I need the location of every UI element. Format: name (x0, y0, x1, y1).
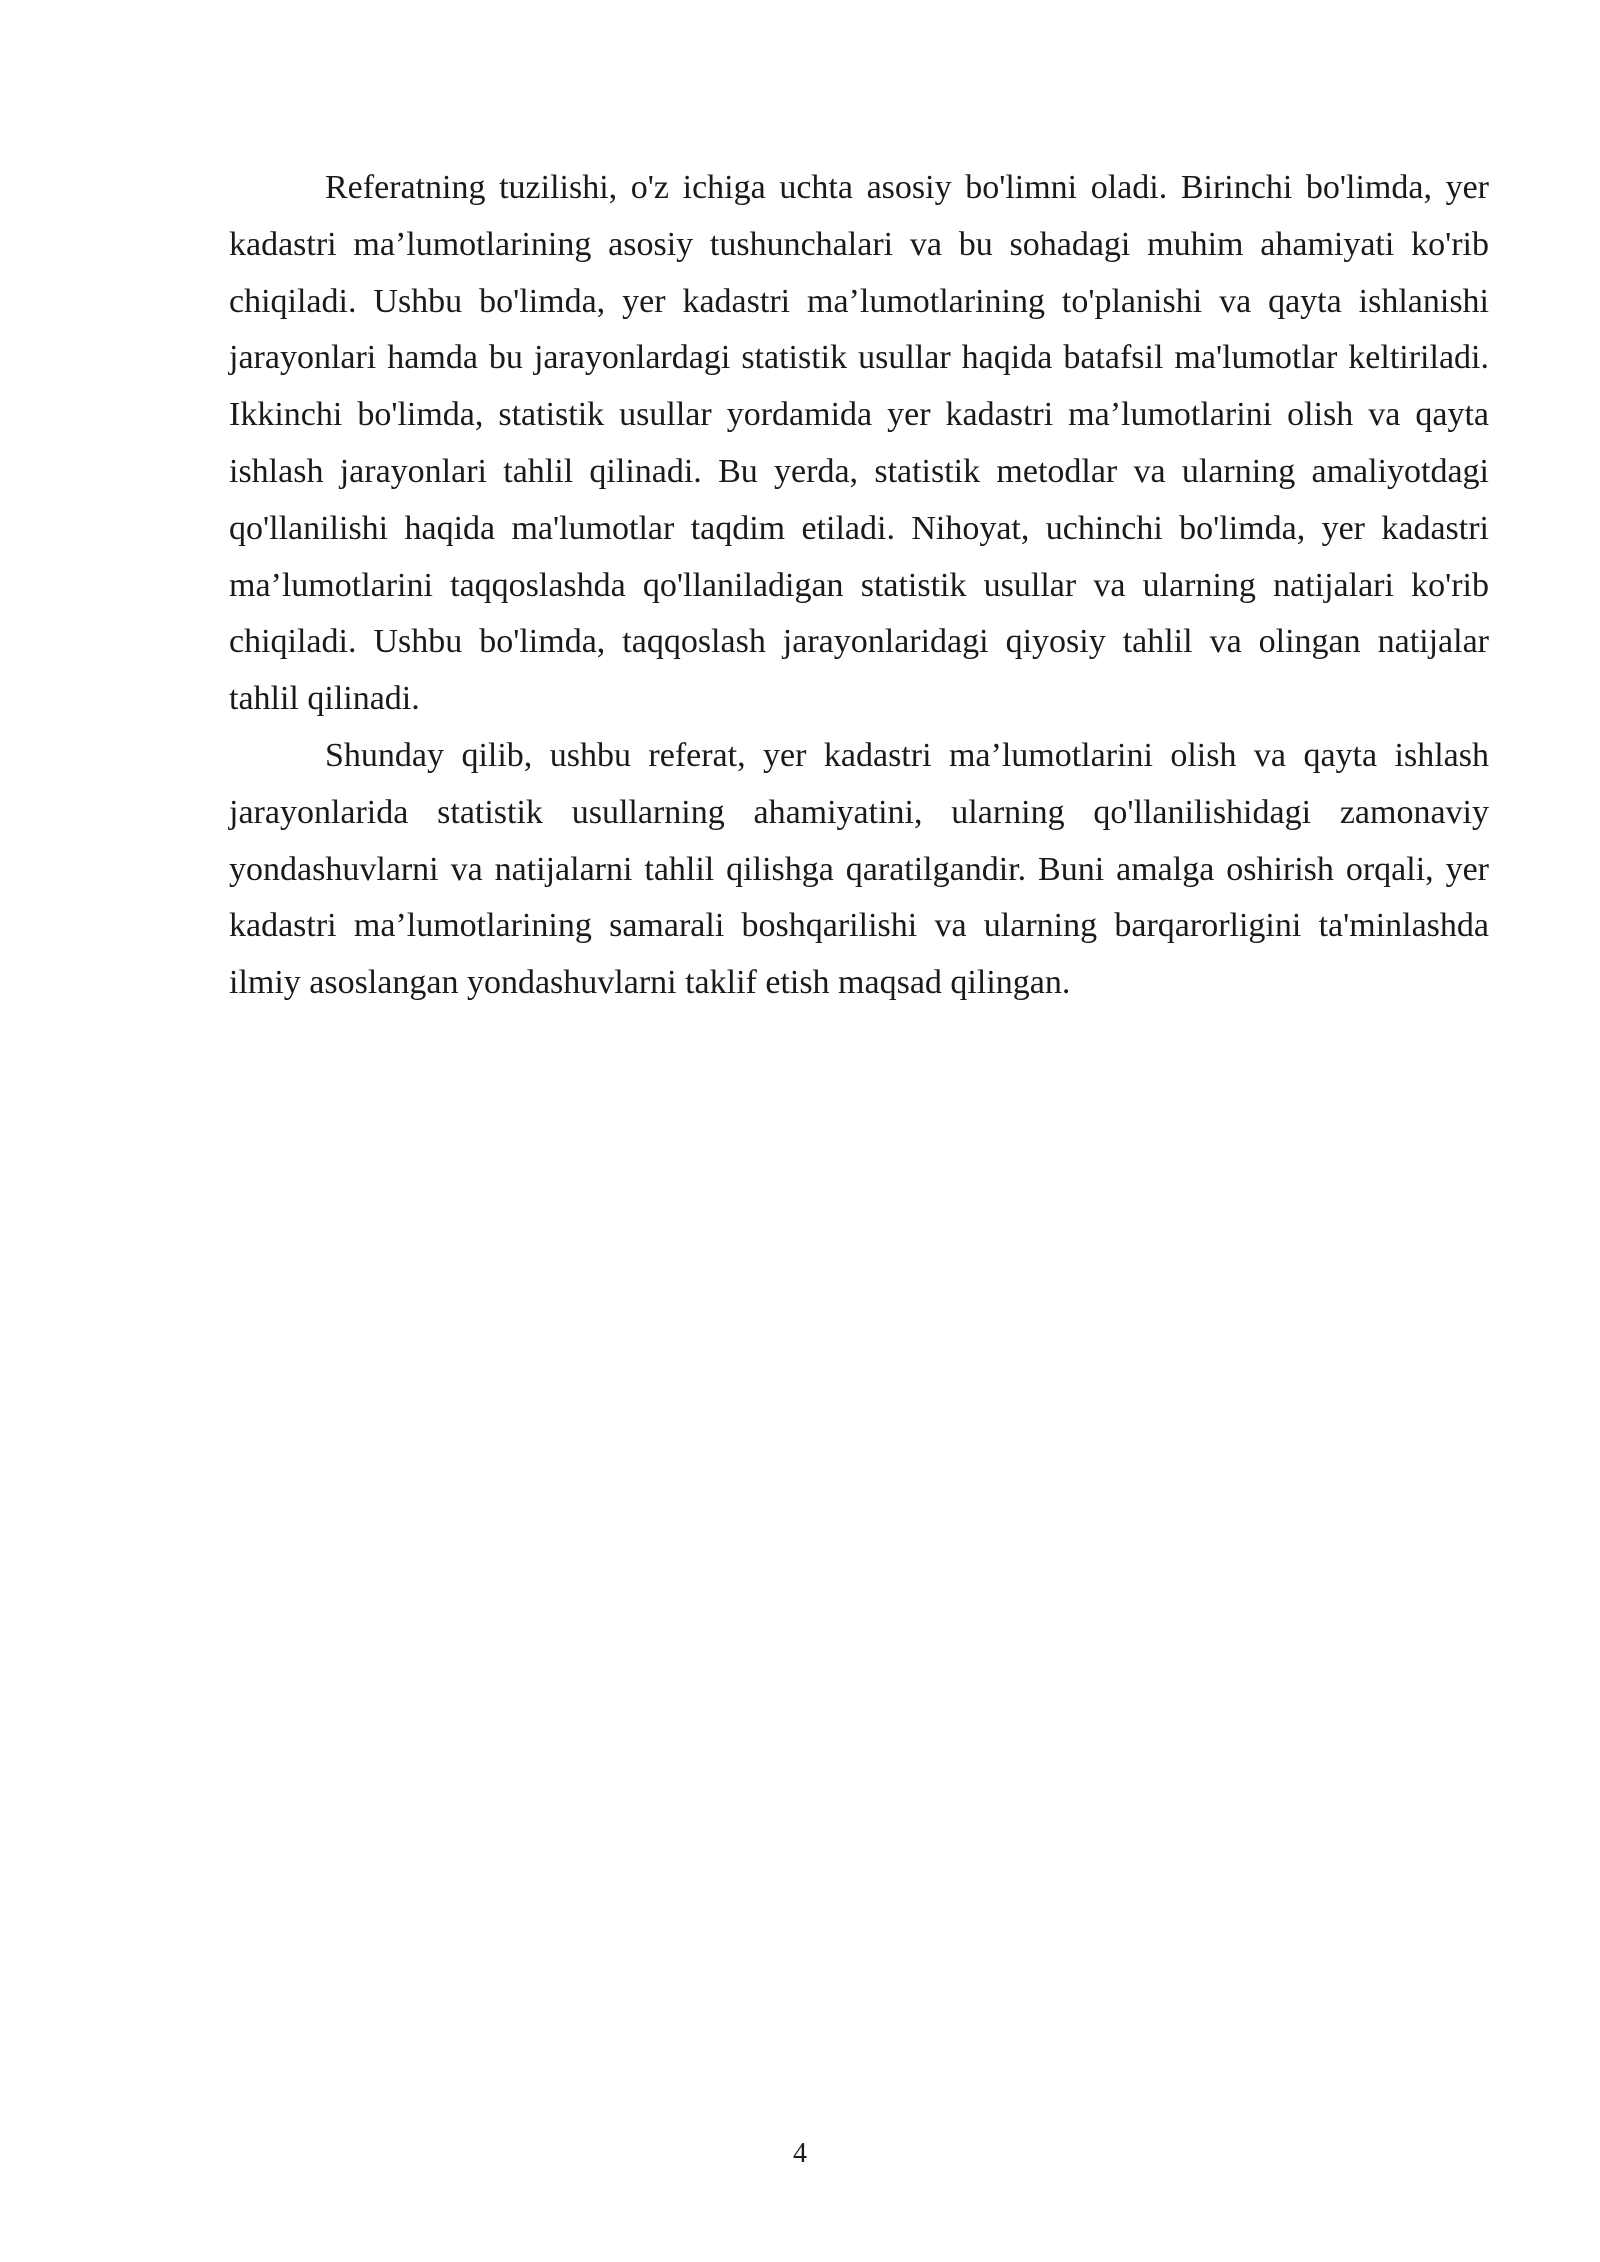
paragraph-structure: Referatning tuzilishi, o'z ichiga uchta asosiy bo'limni oladi. Birinchi bo'limda, yer kadastri ma’lumotlarining asosiy tushunchalari va bu sohadagi muhim ahamiyati ko'rib chiqiladi. Ushbu bo'limda, yer kadastri ma’lumotlarining to'planishi va qayta ishlanishi jarayonlari hamda bu jarayonlardagi statistik usullar haqida batafsil ma'lumotlar keltiriladi. Ikkinchi bo'limda, statistik usullar yordamida yer kadastri ma’lumotlarini olish va qayta ishlash jarayonlari tahlil qilinadi. Bu yerda, statistik metodlar va ularning amaliyotdagi qo'llanilishi haqida ma'lumotlar taqdim etiladi. Nihoyat, uchinchi bo'limda, yer kadastri ma’lumotlarini taqqoslashda qo'llaniladigan statistik usullar va ularning natijalari ko'rib chiqiladi. Ushbu bo'limda, taqqoslash jarayonlaridagi qiyosiy tahlil va olingan natijalar tahlil qilinadi. (229, 169, 1489, 718)
paragraph-conclusion: Shunday qilib, ushbu referat, yer kadastri ma’lumotlarini olish va qayta ishlash jarayonlarida statistik usullarning ahamiyatini, ularning qo'llanilishidagi zamonaviy yondashuvlarni va natijalarni tahlil qilishga qaratilgandir. Buni amalga oshirish orqali, yer kadastri ma’lumotlarining samarali boshqarilishi va ularning barqarorligini ta'minlashda ilmiy asoslangan yondashuvlarni taklif etish maqsad qilingan. (229, 736, 1489, 1002)
body-text (229, 160, 1489, 1012)
page-number: 4 (793, 2138, 807, 2169)
